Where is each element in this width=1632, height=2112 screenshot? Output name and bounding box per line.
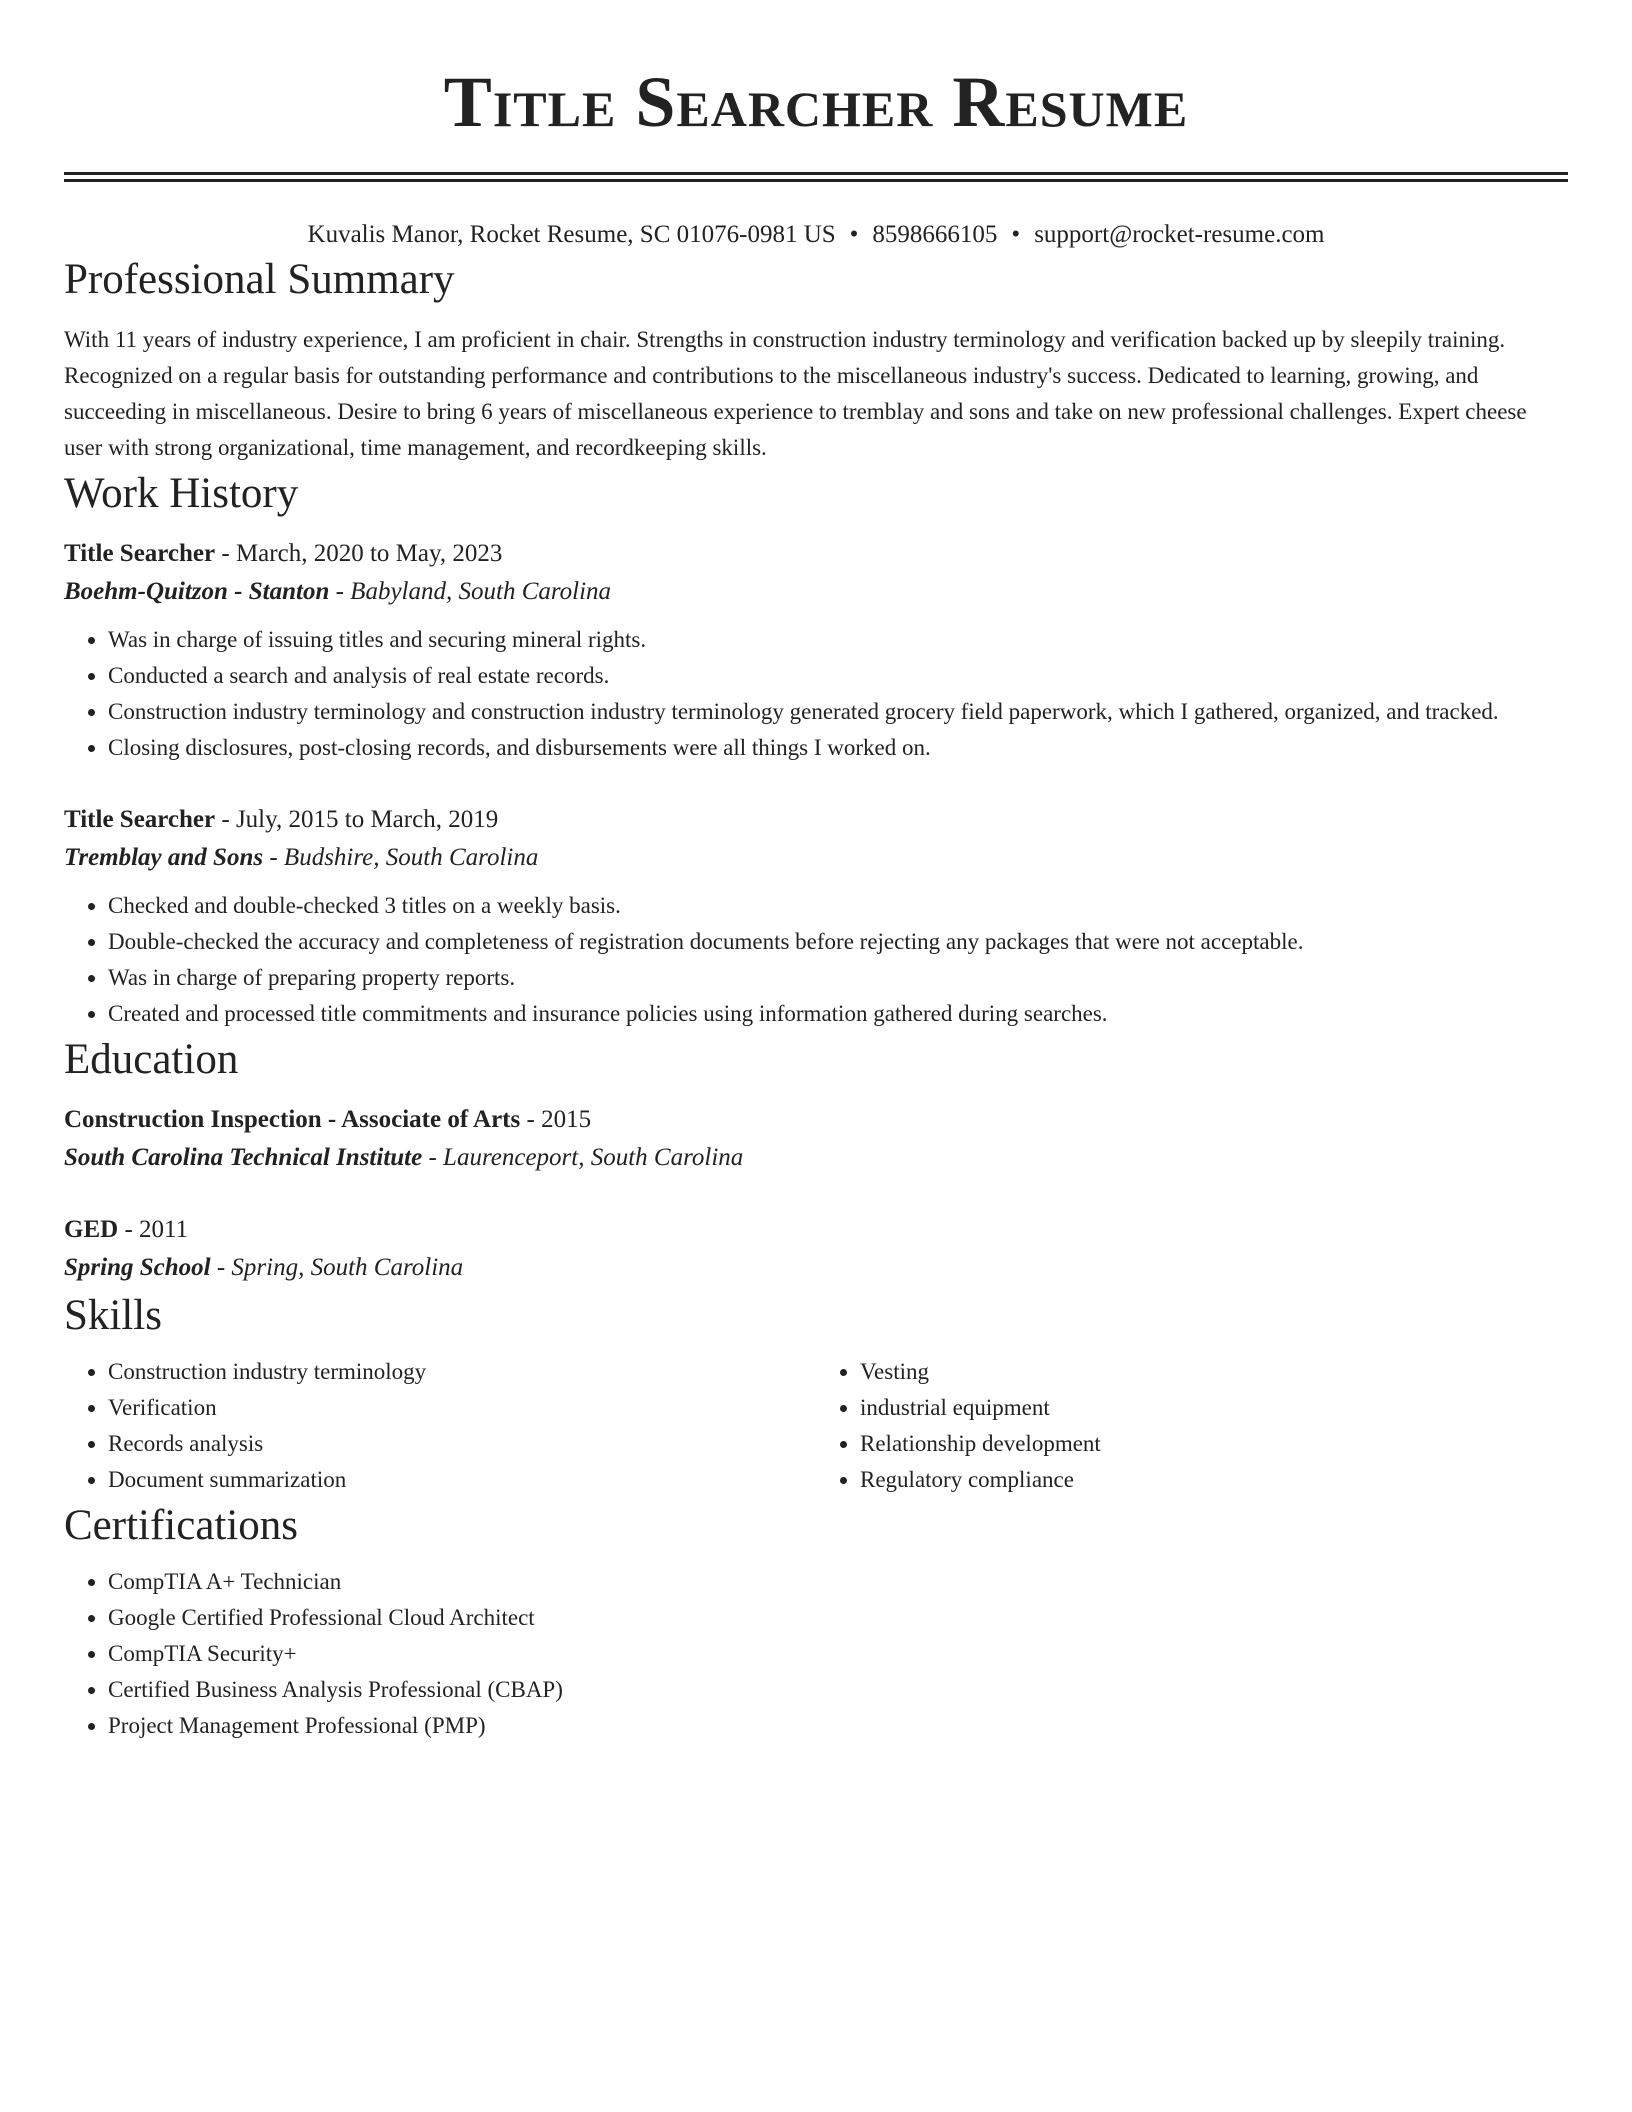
skills-grid: [64, 1354, 1568, 1498]
list-item: • Construction industry terminology: [108, 1354, 816, 1390]
list-item: • Regulatory compliance: [860, 1462, 1568, 1498]
job-entry: [64, 536, 1568, 766]
contact-line: [64, 218, 1568, 252]
job-dates: - March, 2020 to May, 2023: [215, 540, 503, 567]
list-item: • Was in charge of issuing titles and securing mineral rights.: [108, 622, 1568, 658]
list-item: • Verification: [108, 1390, 816, 1426]
job-location: - Budshire, South Carolina: [263, 844, 539, 871]
list-item: • Construction industry terminology and construction industry terminology generated grocery field paperwork, which I gathered, organized, and tracked.: [108, 694, 1568, 730]
job-company: Tremblay and Sons: [64, 844, 264, 871]
list-item: • Was in charge of preparing property reports.: [108, 960, 1568, 996]
skills-column-left: [64, 1354, 816, 1498]
education-degree: GED: [64, 1216, 119, 1243]
education-entry: [64, 1102, 1568, 1178]
list-item: • Conducted a search and analysis of real estate records.: [108, 658, 1568, 694]
list-item: • Relationship development: [860, 1426, 1568, 1462]
contact-email: support@rocket-resume.com: [1034, 221, 1325, 248]
certifications-heading: Certifications: [64, 1502, 299, 1549]
job-company-line: [64, 838, 1568, 878]
education-school: South Carolina Technical Institute: [64, 1144, 423, 1171]
job-role: Title Searcher: [64, 806, 216, 833]
contact-phone: 8598666105: [872, 221, 998, 248]
job-bullets: [64, 622, 1568, 766]
list-item: • Created and processed title commitments and insurance policies using information gathered during searches.: [108, 996, 1568, 1032]
resume-title: Title Searcher Resume: [443, 62, 1189, 142]
job-title-line: [64, 802, 1568, 838]
skills-column-right: [816, 1354, 1568, 1498]
education-degree-line: [64, 1102, 1568, 1138]
summary-heading: Professional Summary: [64, 256, 455, 303]
list-item: • Records analysis: [108, 1426, 816, 1462]
job-entry: [64, 802, 1568, 1032]
summary-text: With 11 years of industry experience, I am proficient in chair. Strengths in construction industry terminology and verification backed up by sleepily training. Recognized on a regular basis for outstanding performance and contributions to the miscellaneous industry's success. Dedicated to learning, growing, and succeeding in miscellaneous. Desire to bring 6 years of miscellaneous experience to tremblay and sons and take on new professional challenges. Expert cheese user with strong organizational, time management, and recordkeeping skills.: [64, 327, 1527, 460]
education-school-line: [64, 1138, 1568, 1178]
job-location: - Babyland, South Carolina: [329, 578, 612, 605]
job-company: Boehm-Quitzon - Stanton: [64, 578, 330, 605]
skills-heading: Skills: [64, 1292, 162, 1339]
list-item: • Project Management Professional (PMP): [108, 1708, 1568, 1744]
list-item: • Google Certified Professional Cloud Architect: [108, 1600, 1568, 1636]
education-school: Spring School: [64, 1254, 211, 1281]
education-location: - Spring, South Carolina: [210, 1254, 464, 1281]
education-year: - 2015: [520, 1106, 592, 1133]
contact-separator: •: [849, 221, 859, 248]
list-item: • CompTIA A+ Technician: [108, 1564, 1568, 1600]
list-item: • Double-checked the accuracy and completeness of registration documents before rejecting any packages that were not acceptable.: [108, 924, 1568, 960]
education-entry: [64, 1212, 1568, 1288]
education-location: - Laurenceport, South Carolina: [422, 1144, 744, 1171]
education-heading: Education: [64, 1036, 239, 1083]
list-item: • Vesting: [860, 1354, 1568, 1390]
work-history-heading: Work History: [64, 470, 299, 517]
education-degree-line: [64, 1212, 1568, 1248]
education-year: - 2011: [118, 1216, 189, 1243]
contact-separator: •: [1011, 221, 1021, 248]
job-company-line: [64, 572, 1568, 612]
list-item: • Certified Business Analysis Professional (CBAP): [108, 1672, 1568, 1708]
job-dates: - July, 2015 to March, 2019: [215, 806, 499, 833]
contact-address: Kuvalis Manor, Rocket Resume, SC 01076-0981 US: [307, 221, 836, 248]
education-degree: Construction Inspection - Associate of Arts: [64, 1106, 521, 1133]
list-item: • CompTIA Security+: [108, 1636, 1568, 1672]
title-divider: [64, 172, 1568, 182]
certifications-list: [64, 1564, 1568, 1744]
list-item: • industrial equipment: [860, 1390, 1568, 1426]
job-role: Title Searcher: [64, 540, 216, 567]
list-item: • Checked and double-checked 3 titles on a weekly basis.: [108, 888, 1568, 924]
list-item: • Document summarization: [108, 1462, 816, 1498]
education-school-line: [64, 1248, 1568, 1288]
list-item: • Closing disclosures, post-closing records, and disbursements were all things I worked on.: [108, 730, 1568, 766]
job-bullets: [64, 888, 1568, 1032]
job-title-line: [64, 536, 1568, 572]
